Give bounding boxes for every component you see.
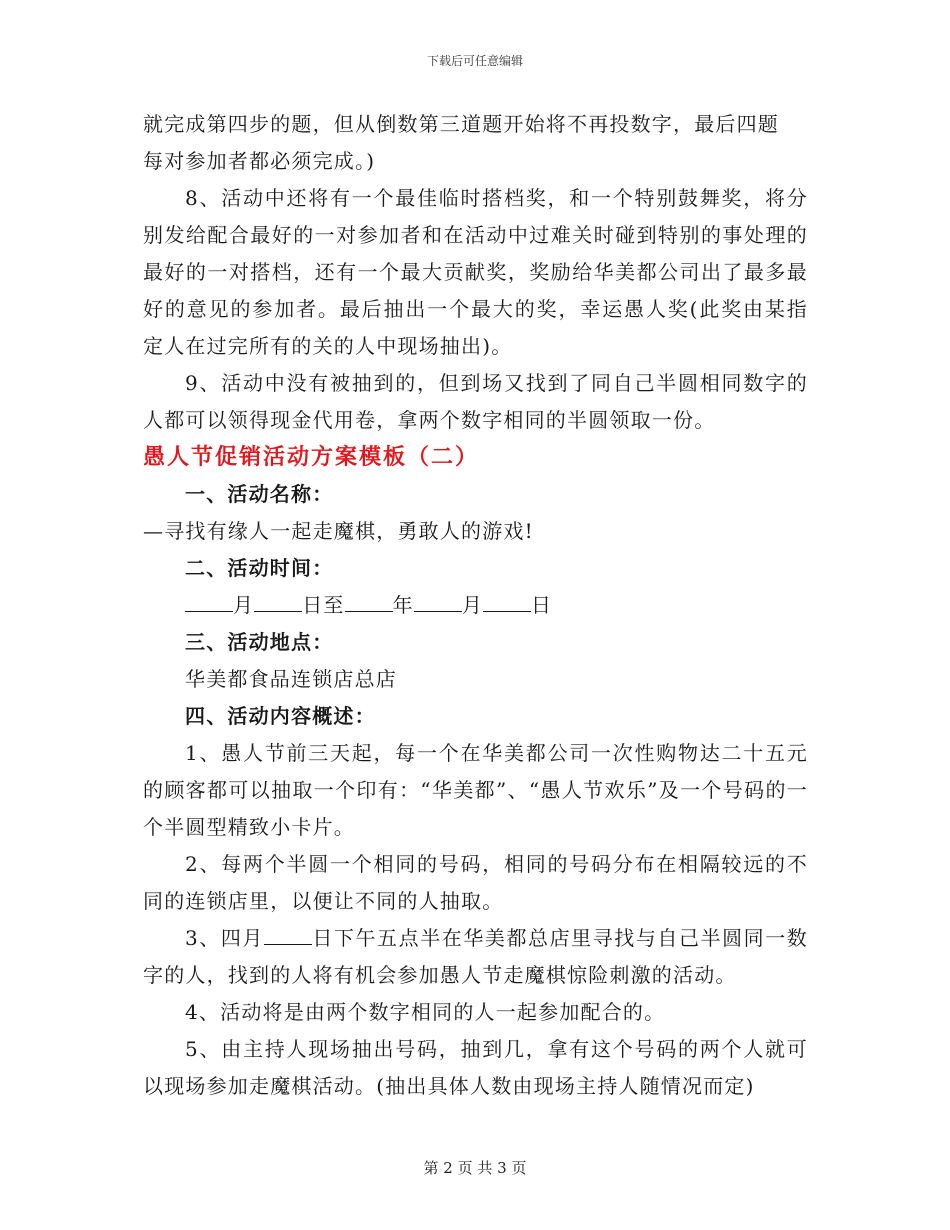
page-header-note: 下载后可任意编辑 <box>426 54 523 68</box>
blank-field <box>345 591 393 612</box>
activity-time-line <box>143 587 808 624</box>
paragraph-7-line-2: 每对参加者都必须完成。) <box>143 149 376 173</box>
heading-activity-name: 一、活动名称： <box>185 482 334 506</box>
content-item-5: 5、由主持人现场抽出号码，抽到几，拿有这个号码的两个人就可以现场参加走魔棋活动。(抽出具体人数由现场主持人随情况而定) <box>143 1037 808 1098</box>
heading-activity-location: 三、活动地点： <box>185 630 334 654</box>
document-body <box>143 106 808 1105</box>
content-item-3-suffix: 日下午五点半在华美都总店里寻找与自己半圆同一数字的人，找到的人将有机会参加愚人节走魔棋惊险刺激的活动。 <box>143 926 808 987</box>
section-title: 愚人节促销活动方案模板（二） <box>143 444 480 470</box>
blank-field <box>185 591 233 612</box>
paragraph-9: 9、活动中没有被抽到的，但到场又找到了同自己半圆相同数字的人都可以领得现金代用卷，拿两个数字相同的半圆领取一份。 <box>143 371 808 432</box>
heading-activity-content: 四、活动内容概述： <box>185 704 376 728</box>
content-item-2: 2、每两个半圆一个相同的号码，相同的号码分布在相隔较远的不同的连锁店里，以便让不同的人抽取。 <box>143 852 808 913</box>
blank-field <box>414 591 462 612</box>
time-day-2: 日 <box>531 593 553 617</box>
paragraph-7-line-1: 就完成第四步的题，但从倒数第三道题开始将不再投数字，最后四题 <box>143 112 779 136</box>
time-day-1: 日至 <box>302 593 345 617</box>
heading-activity-time: 二、活动时间： <box>185 556 334 580</box>
content-item-3 <box>143 920 808 994</box>
blank-field <box>483 591 531 612</box>
paragraph-8: 8、活动中还将有一个最佳临时搭档奖，和一个特别鼓舞奖，将分别发给配合最好的一对参加者和在活动中过难关时碰到特别的事处理的最好的一对搭档，还有一个最大贡献奖，奖励给华美都公司出了最多最好的意见的参加者。最后抽出一个最大的奖，幸运愚人奖(此奖由某指定人在过完所有的关的人中现场抽出)。 <box>143 186 808 358</box>
content-item-3-prefix: 3、四月 <box>185 926 264 950</box>
page-number-footer: 第 2 页 共 3 页 <box>423 1159 527 1177</box>
time-year: 年 <box>392 593 414 617</box>
paragraph-7-continued <box>143 106 808 180</box>
time-month-1: 月 <box>233 593 255 617</box>
content-item-4: 4、活动将是由两个数字相同的人一起参加配合的。 <box>185 1000 666 1024</box>
blank-field <box>254 591 302 612</box>
activity-name-text: —寻找有缘人一起走魔棋，勇敢人的游戏! <box>143 519 534 543</box>
content-item-1: 1、愚人节前三天起，每一个在华美都公司一次性购物达二十五元的顾客都可以抽取一个印有：“华美都”、“愚人节欢乐”及一个号码的一个半圆型精致小卡片。 <box>143 741 808 839</box>
activity-location-text: 华美都食品连锁店总店 <box>185 667 397 691</box>
blank-field <box>264 924 312 945</box>
time-month-2: 月 <box>461 593 484 617</box>
